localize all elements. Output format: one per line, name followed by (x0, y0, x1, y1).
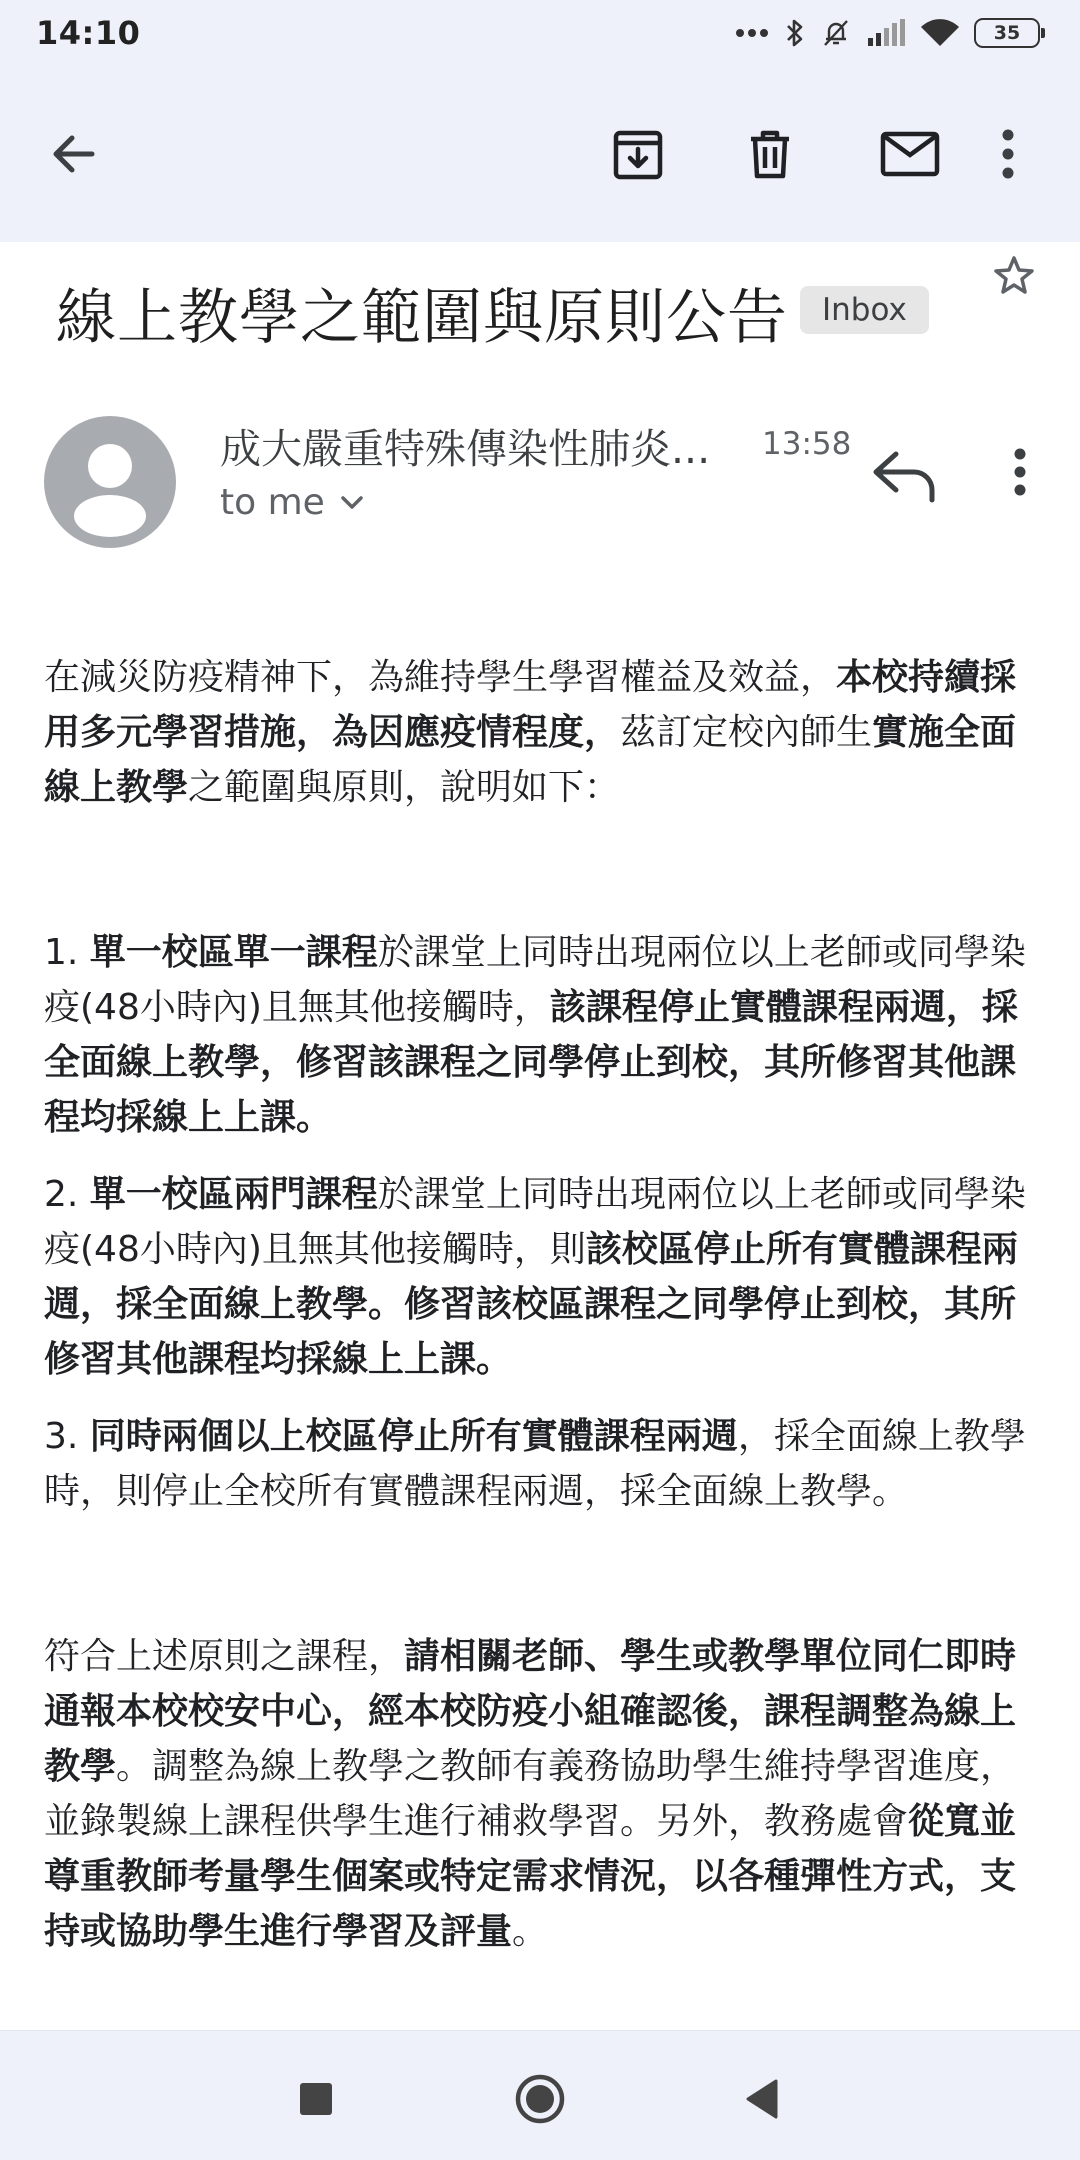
sender-avatar[interactable] (44, 416, 176, 548)
text-run-bold: 該校區停止所有實體課程兩週，採全面線上教學。修習該校區課程之同學停止到校，其所修習其他課程均採線上上課。 (44, 1229, 1018, 1380)
chevron-down-icon (339, 494, 365, 512)
email-time: 13:58 (762, 426, 852, 462)
system-nav-bar (0, 2030, 1080, 2160)
paragraph-rule-2 (44, 1167, 1044, 1387)
paragraph-intro (44, 650, 1044, 815)
text-run: 於課堂上同時出現兩位以上老師或同學染疫(48小時內)且無其他接觸時，則 (44, 1174, 1026, 1270)
back-arrow-icon (48, 128, 100, 180)
star-button[interactable] (982, 232, 1046, 296)
text-run-bold: 實施全面線上教學 (44, 712, 1017, 808)
text-run: 在減災防疫精神下，為維持學生學習權益及效益， (44, 657, 837, 698)
app-bar (0, 66, 1080, 242)
text-run: 2. (44, 1174, 90, 1215)
sender-name[interactable]: 成大嚴重特殊傳染性肺炎... (220, 425, 711, 473)
back-triangle-icon (744, 2079, 780, 2119)
back-button[interactable] (38, 118, 110, 190)
bluetooth-icon (784, 17, 806, 49)
recents-button[interactable] (276, 2059, 356, 2139)
paragraph-closing (44, 1629, 1044, 1959)
email-body (44, 650, 1044, 1959)
battery-icon: 35 (974, 18, 1040, 48)
subject-row (0, 242, 1080, 382)
inbox-label-chip[interactable]: Inbox (800, 286, 929, 334)
text-run-bold: 從寬並尊重教師考量學生個案或特定需求情況，以各種彈性方式，支持或協助學生進行學習及評量 (44, 1801, 1017, 1952)
status-time: 14:10 (36, 14, 141, 52)
text-run: 3. (44, 1416, 90, 1457)
delete-button[interactable] (734, 118, 806, 190)
delete-icon (745, 127, 795, 181)
text-run-bold: 該課程停止實體課程兩週，採全面線上教學，修習該課程之同學停止到校，其所修習其他課程均採線上上課。 (44, 987, 1018, 1138)
star-icon (982, 232, 1046, 296)
text-run: 之範圍與原則，說明如下： (188, 767, 621, 808)
reply-icon (868, 440, 944, 508)
wifi-icon (920, 18, 960, 48)
recipient-details-toggle[interactable] (220, 482, 365, 523)
text-run: 於課堂上同時出現兩位以上老師或同學染疫(48小時內)且無其他接觸時， (44, 932, 1026, 1028)
text-run: 茲訂定校內師生 (620, 712, 873, 753)
reply-button[interactable] (868, 440, 944, 508)
more-options-button[interactable] (984, 118, 1032, 190)
home-circle-icon (514, 2073, 566, 2125)
more-dots-icon (734, 27, 770, 39)
home-button[interactable] (500, 2059, 580, 2139)
signal-icon (866, 18, 906, 48)
mark-unread-button[interactable] (866, 118, 954, 190)
text-run: ，採全面線上教學時，則停止全校所有實體課程兩週，採全面線上教學。 (44, 1416, 1026, 1512)
status-bar (0, 0, 1080, 66)
mute-bell-icon (820, 17, 852, 49)
status-icons (734, 17, 1040, 49)
text-run-bold: 同時兩個以上校區停止所有實體課程兩週 (89, 1416, 738, 1457)
mark-unread-icon (880, 131, 940, 177)
more-vert-icon (1001, 129, 1015, 179)
paragraph-rule-1 (44, 925, 1044, 1145)
back-nav-button[interactable] (722, 2059, 802, 2139)
text-run-bold: 本校持續採用多元學習措施，為因應疫情程度， (44, 657, 1017, 753)
recents-square-icon (299, 2082, 333, 2116)
text-run-bold: 單一校區兩門課程 (89, 1174, 378, 1215)
archive-button[interactable] (602, 118, 674, 190)
paragraph-rule-3 (44, 1409, 1044, 1519)
text-run: 1. (44, 932, 90, 973)
text-run: 。 (512, 1911, 549, 1952)
text-run-bold: 請相關老師、學生或教學單位同仁即時通報本校校安中心，經本校防疫小組確認後，課程調整為線上教學 (44, 1636, 1017, 1787)
archive-icon (611, 127, 665, 181)
email-subject: 線上教學之範圍與原則公告 (56, 283, 788, 353)
text-run: 符合上述原則之課程， (44, 1636, 405, 1677)
message-more-button[interactable] (996, 440, 1044, 508)
person-icon (44, 416, 176, 548)
text-run: 。調整為線上教學之教師有義務協助學生維持學習進度，並錄製線上課程供學生進行補救學習。另外，教務處會 (44, 1746, 1017, 1842)
more-vert-icon (996, 440, 1044, 508)
text-run-bold: 單一校區單一課程 (89, 932, 378, 973)
recipient-label: to me (220, 482, 325, 523)
